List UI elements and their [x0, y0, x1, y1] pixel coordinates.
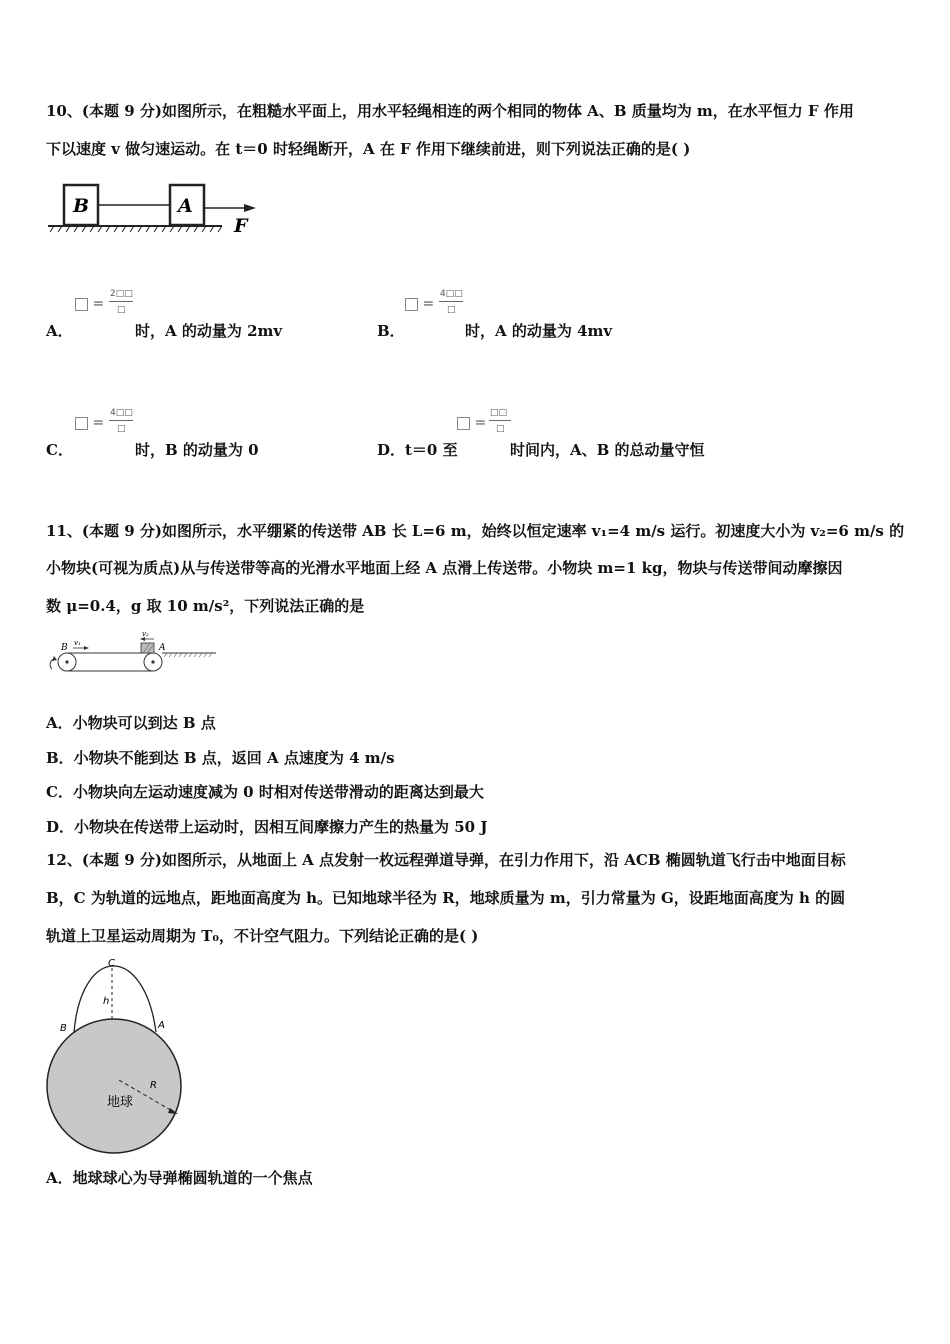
- q10-option-a-letter: A．: [46, 322, 73, 340]
- q10-option-a-text: 时，A 的动量为 2mv: [135, 322, 283, 340]
- q10-option-b-denominator: □: [447, 305, 456, 315]
- point-a-label: A: [158, 1020, 165, 1031]
- fraction-bar: [109, 301, 133, 302]
- earth-label: 地球: [107, 1095, 134, 1110]
- q11-line-1: 11、(本题 9 分)如图所示，水平绷紧的传送带 AB 长 L=6 m，始终以恒定速率 v₁=4 m/s 运行。初速度大小为 v₂=6 m/s 的: [46, 522, 905, 540]
- q11-option-d: D．小物块在传送带上运动时，因相互间摩擦力产生的热量为 50 J: [46, 818, 488, 836]
- q10-line-2: 下以速度 v 做匀速运动。在 t＝0 时轻绳断开，A 在 F 作用下继续前进，则下列说法正确的是( ): [46, 140, 691, 158]
- q10-option-c-denominator: □: [117, 424, 126, 434]
- earth-circle: [47, 1019, 181, 1153]
- q10-option-d-numerator: □□: [490, 408, 508, 418]
- q10-option-c-formula: =: [75, 415, 104, 431]
- ground-hatch: [164, 653, 212, 657]
- q10-option-d-denominator: □: [496, 424, 505, 434]
- placeholder-glyph-icon: [75, 417, 88, 430]
- fraction-bar: [109, 420, 133, 421]
- q10-option-d-letter: D．: [377, 441, 406, 459]
- q10-option-a-numerator: 2□□: [110, 289, 133, 299]
- fraction-bar: [439, 301, 463, 302]
- point-b-label: B: [61, 643, 68, 653]
- q10-blocks-figure: [44, 168, 260, 238]
- q11-line-3: 数 μ=0.4，g 取 10 m/s²，下列说法正确的是: [46, 597, 365, 615]
- q10-option-b-numerator: 4□□: [440, 289, 463, 299]
- q10-line-1: 10、(本题 9 分)如图所示，在粗糙水平面上，用水平轻绳相连的两个相同的物体 A、B 质量均为 m，在水平恒力 F 作用: [46, 102, 854, 120]
- point-a-label: A: [159, 643, 166, 653]
- force-label: F: [234, 215, 248, 237]
- q10-option-b-text: 时，A 的动量为 4mv: [465, 322, 613, 340]
- q12-earth-orbit-figure: [44, 954, 190, 1160]
- q10-option-d-text: 时间内，A、B 的总动量守恒: [510, 441, 705, 459]
- v1-label: v₁: [74, 639, 81, 647]
- block-a-label: A: [178, 195, 193, 217]
- q11-conveyor-figure: [44, 625, 220, 677]
- rotation-arrow-head-icon: [52, 656, 57, 661]
- q12-line-2: B，C 为轨道的远地点，距地面高度为 h。已知地球半径为 R，地球质量为 m，引力常量为 G，设距地面高度为 h 的圆: [46, 889, 846, 907]
- q10-option-a-formula: =: [75, 296, 104, 312]
- q12-option-a: A．地球球心为导弹椭圆轨道的一个焦点: [46, 1169, 313, 1187]
- q10-option-b-letter: B．: [377, 322, 405, 340]
- v1-arrow-head: [84, 646, 89, 650]
- placeholder-glyph-icon: [457, 417, 470, 430]
- pulley-axle: [65, 660, 68, 663]
- fraction-bar: [489, 420, 511, 421]
- placeholder-glyph-icon: [405, 298, 418, 311]
- block-b-label: B: [73, 195, 90, 217]
- ground-hatch: [48, 226, 222, 232]
- placeholder-glyph-icon: [75, 298, 88, 311]
- q10-option-c-text: 时，B 的动量为 0: [135, 441, 259, 459]
- radius-r-label: R: [150, 1080, 157, 1091]
- q12-line-1: 12、(本题 9 分)如图所示，从地面上 A 点发射一枚远程弹道导弹，在引力作用下，沿 ACB 椭圆轨道飞行击中地面目标: [46, 851, 846, 869]
- q11-option-c: C．小物块向左运动速度减为 0 时相对传送带滑动的距离达到最大: [46, 783, 484, 801]
- q10-option-c-numerator: 4□□: [110, 408, 133, 418]
- q12-line-3: 轨道上卫星运动周期为 T₀，不计空气阻力。下列结论正确的是( ): [46, 927, 479, 945]
- q11-line-2: 小物块(可视为质点)从与传送带等高的光滑水平地面上经 A 点滑上传送带。小物块 m=1 kg，物块与传送带间动摩擦因: [46, 559, 843, 577]
- q10-option-d-formula: =: [457, 415, 486, 431]
- small-block: [141, 643, 154, 653]
- q10-option-a-denominator: □: [117, 305, 126, 315]
- v2-label: v₂: [142, 630, 149, 638]
- q11-option-b: B．小物块不能到达 B 点，返回 A 点速度为 4 m/s: [46, 749, 395, 767]
- height-h-label: h: [103, 996, 110, 1007]
- point-b-label: B: [60, 1023, 67, 1034]
- q10-option-d-prefix: t＝0 至: [405, 441, 458, 459]
- point-c-label: C: [108, 958, 115, 969]
- q10-option-b-formula: =: [405, 296, 434, 312]
- q10-option-c-letter: C．: [46, 441, 73, 459]
- force-arrow-head: [244, 204, 256, 212]
- pulley-axle: [151, 660, 154, 663]
- q11-option-a: A．小物块可以到达 B 点: [46, 714, 216, 732]
